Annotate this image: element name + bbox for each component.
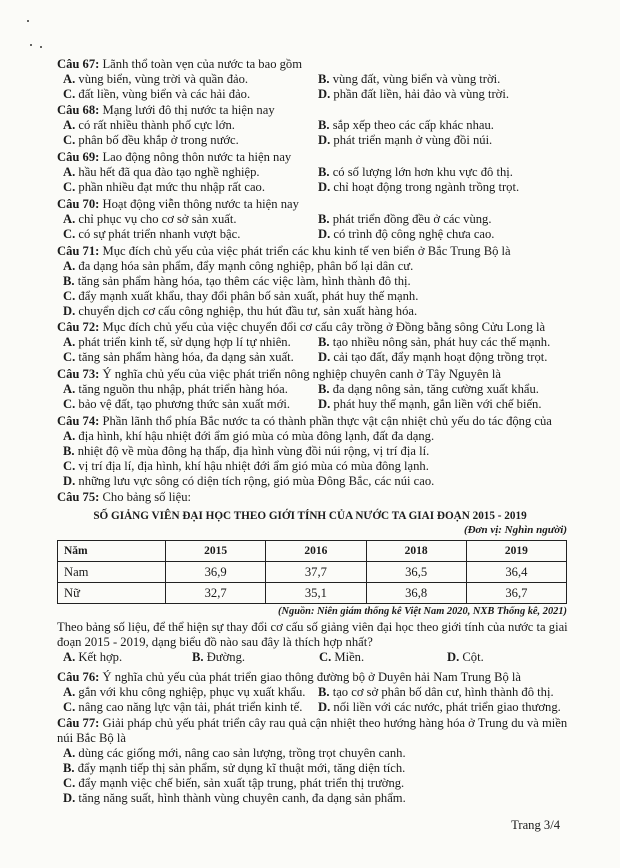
option-b[interactable]: B. vùng đất, vùng biển và vùng trời. [318,72,501,86]
option-c[interactable]: C. đẩy mạnh xuất khẩu, thay đổi phân bố sản xuất, phát huy thế mạnh. [63,289,419,303]
table-cell: Nữ [58,583,166,604]
table-header: 2016 [266,541,366,562]
question-text: Theo bảng số liệu, để thể hiện sự thay đổi cơ cấu số giảng viên đại học theo giới tính của nước ta giai [57,620,568,634]
question-number: Câu 74: [57,414,100,428]
question-stem: Mục đích chủ yếu của việc phát triển các khu kinh tế ven biển ở Bắc Trung Bộ là [99,244,511,258]
scan-dot [30,44,32,46]
table-header-row [58,541,567,562]
option-b[interactable]: B. có số lượng lớn hơn khu vực đô thị. [318,165,513,179]
question-stem: Phần lãnh thổ phía Bắc nước ta có thành phần thực vật cận nhiệt chủ yếu do tác động của [99,414,552,428]
question-number: Câu 69: [57,150,100,164]
table-row [58,583,567,604]
option-b[interactable]: B. phát triển đồng đều ở các vùng. [318,212,492,226]
option-c[interactable]: C. phân bố đều khắp ở trong nước. [63,133,239,147]
question-67 [57,57,577,102]
table-row [58,562,567,583]
option-b[interactable]: B. Đường. [192,650,246,664]
option-b[interactable]: B. tạo cơ sở phân bố dân cư, hình thành đô thị. [318,685,554,699]
option-c[interactable]: C. tăng sản phẩm hàng hóa, đa dạng sản xuất. [63,350,294,364]
question-number: Câu 75: [57,490,100,504]
question-75 [57,490,577,505]
option-c[interactable]: C. vị trí địa lí, địa hình, khí hậu nhiệt đới ẩm gió mùa có mùa đông lạnh. [63,459,429,473]
option-d[interactable]: D. tăng năng suất, hình thành vùng chuyên canh, đa dạng sản phẩm. [63,791,406,805]
option-d[interactable]: D. phát triển mạnh ở vùng đồi núi. [318,133,493,147]
table-cell: 36,8 [366,583,466,604]
option-c[interactable]: C. nâng cao năng lực vận tải, phát triển kinh tế. [63,700,303,714]
table-header: 2019 [466,541,566,562]
table-cell: 36,4 [466,562,566,583]
question-stem: Giải pháp chủ yếu phát triển cây rau quả cận nhiệt theo hướng hàng hóa ở Trung du và miền [99,716,568,730]
option-c[interactable]: C. bảo vệ đất, tạo phương thức sản xuất mới. [63,397,291,411]
question-stem: Lãnh thổ toàn vẹn của nước ta bao gồm [99,57,303,71]
question-73 [57,367,577,412]
question-stem: Mục đích chủ yếu của việc chuyển đổi cơ cấu cây trồng ở Đồng bằng sông Cửu Long là [99,320,546,334]
option-a[interactable]: A. hầu hết đã qua đào tạo nghề nghiệp. [63,165,260,179]
option-a[interactable]: A. địa hình, khí hậu nhiệt đới ẩm gió mùa có mùa đông lạnh, đất đa dạng. [63,429,435,443]
table-cell: 36,5 [366,562,466,583]
option-a[interactable]: A. Kết hợp. [63,650,123,664]
question-76 [57,670,577,715]
question-stem: Hoạt động viễn thông nước ta hiện nay [99,197,299,211]
question-text: đoạn 2015 - 2019, dạng biểu đồ nào sau đây là thích hợp nhất? [57,635,373,649]
scan-dot [40,46,42,48]
option-d[interactable]: D. nối liền với các nước, phát triển giao thương. [318,700,561,714]
data-table [57,540,567,604]
question-69 [57,150,577,195]
question-number: Câu 77: [57,716,100,730]
option-d[interactable]: D. chuyển dịch cơ cấu công nghiệp, thu hút đầu tư, sản xuất hàng hóa. [63,304,418,318]
option-b[interactable]: B. sắp xếp theo các cấp khác nhau. [318,118,494,132]
question-75-body [57,620,572,665]
option-c[interactable]: C. phần nhiều đạt mức thu nhập rất cao. [63,180,265,194]
question-number: Câu 70: [57,197,100,211]
table-title: SỐ GIẢNG VIÊN ĐẠI HỌC THEO GIỚI TÍNH CỦA NƯỚC TA GIAI ĐOẠN 2015 - 2019 [93,510,527,522]
option-a[interactable]: A. tăng nguồn thu nhập, phát triển hàng hóa. [63,382,288,396]
question-number: Câu 72: [57,320,100,334]
question-number: Câu 71: [57,244,100,258]
page-number: Trang 3/4 [511,818,560,832]
question-68 [57,103,577,148]
question-number: Câu 68: [57,103,100,117]
table-unit: (Đơn vị: Nghìn người) [463,524,567,536]
option-a[interactable]: A. vùng biển, vùng trời và quần đảo. [63,72,249,86]
option-a[interactable]: A. chỉ phục vụ cho cơ sở sản xuất. [63,212,237,226]
table-cell: 36,7 [466,583,566,604]
question-stem: Cho bảng số liệu: [99,490,191,504]
option-b[interactable]: B. đa dạng nông sản, tăng cường xuất khẩu. [318,382,539,396]
option-d[interactable]: D. có trình độ công nghệ chưa cao. [318,227,495,241]
question-number: Câu 67: [57,57,100,71]
question-stem-cont: núi Bắc Bộ là [57,731,126,745]
table-cell: 37,7 [266,562,366,583]
option-a[interactable]: A. gắn với khu công nghiệp, phục vụ xuất khẩu. [63,685,306,699]
option-d[interactable]: D. những lưu vực sông có diện tích rộng, gió mùa Đông Bắc, các núi cao. [63,474,435,488]
option-d[interactable]: D. Cột. [447,650,484,664]
option-b[interactable]: B. đẩy mạnh tiếp thị sản phẩm, sử dụng kĩ thuật mới, tăng diện tích. [63,761,406,775]
question-stem: Ý nghĩa chủ yếu của việc phát triển nông nghiệp chuyên canh ở Tây Nguyên là [99,367,501,381]
option-c[interactable]: C. có sự phát triển nhanh vượt bậc. [63,227,241,241]
question-number: Câu 76: [57,670,100,684]
option-d[interactable]: D. phần đất liền, hải đảo và vùng trời. [318,87,509,101]
scan-dot [27,20,29,22]
option-a[interactable]: A. phát triển kinh tế, sử dụng hợp lí tự nhiên. [63,335,291,349]
option-a[interactable]: A. có rất nhiều thành phố cực lớn. [63,118,235,132]
question-70 [57,197,577,242]
question-stem: Lao động nông thôn nước ta hiện nay [99,150,292,164]
option-a[interactable]: A. đa dạng hóa sản phẩm, đẩy mạnh công nghiệp, phân bố lại dân cư. [63,259,414,273]
option-d[interactable]: D. cải tạo đất, đẩy mạnh hoạt động trồng trọt. [318,350,548,364]
option-b[interactable]: B. tăng sản phẩm hàng hóa, tạo thêm các việc làm, hình thành đô thị. [63,274,411,288]
table-cell: 35,1 [266,583,366,604]
option-c[interactable]: C. đất liền, vùng biển và các hải đảo. [63,87,251,101]
table-header: Năm [58,541,166,562]
question-stem: Mạng lưới đô thị nước ta hiện nay [99,103,275,117]
question-77 [57,716,577,806]
question-71 [57,244,577,319]
option-a[interactable]: A. dùng các giống mới, nâng cao sản lượng, trồng trọt chuyên canh. [63,746,406,760]
table-cell: Nam [58,562,166,583]
question-stem: Ý nghĩa chủ yếu của phát triển giao thông đường bộ ở Duyên hải Nam Trung Bộ là [99,670,522,684]
question-72 [57,320,577,365]
option-b[interactable]: B. tạo nhiều nông sản, phát huy các thế mạnh. [318,335,551,349]
option-b[interactable]: B. nhiệt độ về mùa đông hạ thấp, địa hình vùng đồi núi rộng, vị trí địa lí. [63,444,430,458]
question-number: Câu 73: [57,367,100,381]
table-source: (Nguồn: Niên giám thống kê Việt Nam 2020, NXB Thống kê, 2021) [278,606,567,617]
table-cell: 36,9 [166,562,266,583]
option-d[interactable]: D. phát huy thế mạnh, gắn liền với chế biến. [318,397,542,411]
option-d[interactable]: D. chỉ hoạt động trong ngành trồng trọt. [318,180,520,194]
option-c[interactable]: C. đẩy mạnh việc chế biến, sản xuất tập trung, phát triển thị trường. [63,776,405,790]
table-header: 2018 [366,541,466,562]
table-cell: 32,7 [166,583,266,604]
table-header: 2015 [166,541,266,562]
option-c[interactable]: C. Miền. [319,650,365,664]
question-74 [57,414,577,489]
